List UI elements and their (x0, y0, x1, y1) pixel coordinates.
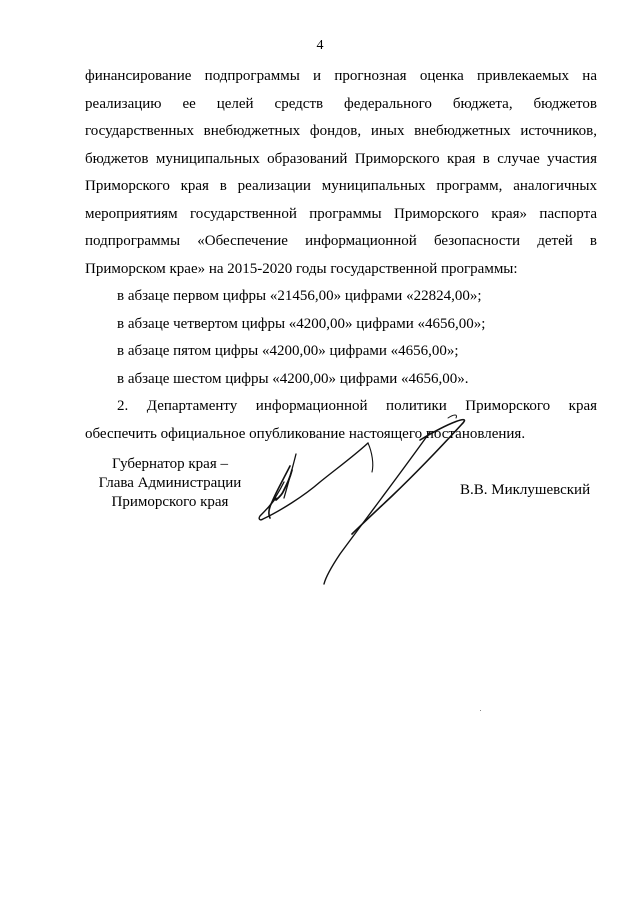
text-line: подпрограммы «Обеспечение информационной безопасности детей в (85, 233, 597, 249)
list-item: в абзаце первом цифры «21456,00» цифрами «22824,00»; (117, 288, 482, 304)
text-line: Приморского края в реализации муниципальных программ, аналогичных (85, 178, 597, 194)
list-item: в абзаце пятом цифры «4200,00» цифрами «4656,00»; (117, 343, 459, 359)
signer-title-line: Приморского края (111, 494, 229, 510)
signature-stroke (448, 415, 457, 418)
list-item: в абзаце четвертом цифры «4200,00» цифрами «4656,00»; (117, 315, 486, 332)
signature-stroke (276, 470, 292, 500)
scan-artifact (480, 710, 481, 711)
text-line: государственных внебюджетных фондов, иных внебюджетных источников, (85, 123, 597, 139)
text-line: обеспечить официальное опубликование настоящего постановления. (85, 425, 526, 442)
document-body (85, 63, 597, 448)
signature-stroke (259, 443, 368, 520)
handwritten-signature (250, 408, 480, 590)
page-number: 4 (316, 38, 324, 53)
text-line: бюджетов муниципальных образований Приморского края в случае участия (85, 150, 597, 167)
text-line: мероприятиям государственной программы Приморского края» паспорта (85, 205, 597, 222)
signature-stroke (368, 443, 373, 472)
text-line: реализацию ее целей средств федерального бюджета, бюджетов (85, 95, 597, 112)
paragraph-financing (85, 63, 597, 283)
signer-title (80, 455, 260, 512)
list-item: в абзаце шестом цифры «4200,00» цифрами «4656,00». (117, 370, 469, 387)
signature-stroke (324, 432, 430, 584)
text-line: финансирование подпрограммы и прогнозная оценка привлекаемых на (85, 68, 597, 84)
text-line: Приморском крае» на 2015-2020 годы государственной программы: (85, 260, 518, 277)
signer-title-line: Губернатор края – (112, 456, 228, 472)
amendment-list (85, 283, 597, 393)
signer-name: В.В. Миклушевский (460, 482, 591, 498)
signer-title-line: Глава Администрации (98, 475, 242, 491)
signature-stroke (352, 420, 464, 534)
text-line: 2. Департаменту информационной политики Приморского края (117, 398, 597, 414)
